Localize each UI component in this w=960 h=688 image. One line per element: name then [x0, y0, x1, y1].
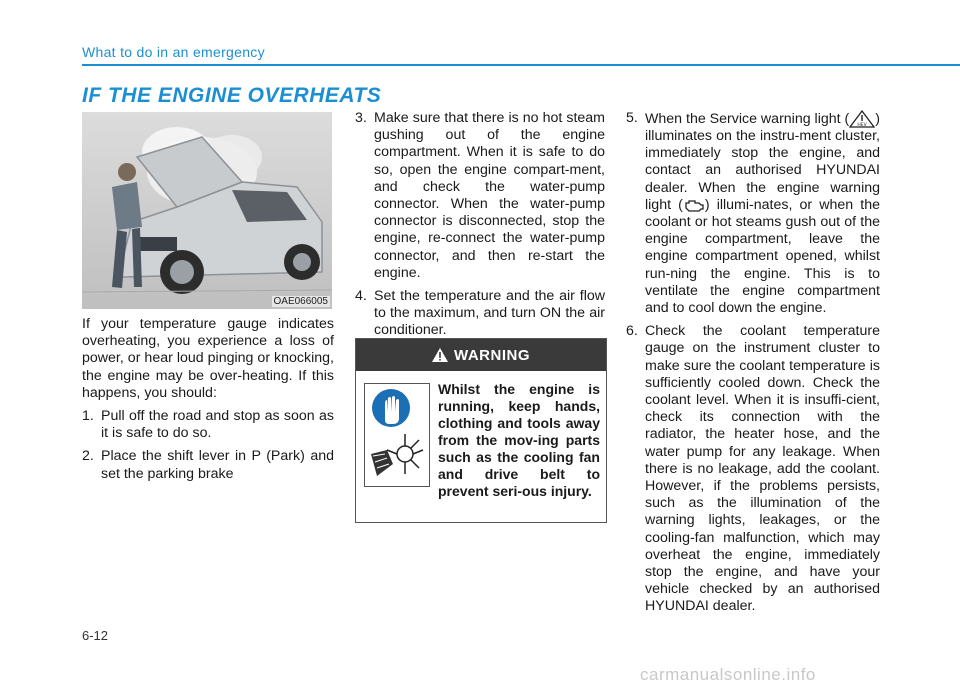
list-item: 5. When the Service warning light ( HEV ) illuminates on the instru-ment cluster, immediately stop the engine, and contact an authorised HYUNDAI dealer. When the engine warning light ( ) illumi-nates, or when the coolant or hot steams gush out of the engine compartment, leave the engine compartment opened, whilst run-ning the engine. This is to ventilate the engine compartment and to cool down the engine.: [626, 110, 880, 317]
warning-box: [355, 338, 607, 523]
page-number: 6-12: [82, 628, 109, 643]
column-2: [355, 110, 605, 346]
warning-pictogram: [364, 383, 430, 487]
service-icon-label: HEV: [857, 123, 867, 128]
list-item: 2. Place the shift lever in P (Park) and set the parking brake: [82, 448, 334, 482]
list-item: 1. Pull off the road and stop as soon as it is safe to do so.: [82, 408, 334, 442]
car-illustration: [82, 112, 332, 309]
column-3: [626, 110, 880, 622]
column-1: [82, 316, 334, 489]
section-header: What to do in an emergency: [82, 44, 265, 60]
photo-caption: OAE066005: [273, 296, 328, 307]
list-item: 3. Make sure that there is no hot steam gushing out of the engine compartment. When it is safe to do so, open the engine compart-ment, and check the water-pump connector. When the water-pump connector is disconnected, stop the engine, re-connect the water-pump connector, and then re-start the engine.: [355, 110, 605, 281]
engine-warning-icon: [683, 198, 705, 212]
warning-header: [356, 339, 606, 371]
engine-overheat-illustration: [82, 112, 332, 309]
service-warning-icon: [849, 110, 875, 128]
page-title: IF THE ENGINE OVERHEATS: [82, 84, 382, 107]
intro-paragraph: If your temperature gauge indicates overheating, you experience a loss of power, or hear loud pinging or knocking, the engine may be over-heating. If this happens, you should:: [82, 316, 334, 401]
warning-text: Whilst the engine is running, keep hands, clothing and tools away from the mov-ing parts such as the cooling fan and drive belt to prevent seri-ous injury.: [438, 381, 600, 499]
warning-heading: WARNING: [454, 346, 530, 364]
list-item: 4. Set the temperature and the air flow to the maximum, and turn ON the air conditioner.: [355, 288, 605, 339]
stop-hand-fan-icon: [365, 384, 429, 486]
list-item: 6. Check the coolant temperature gauge on the instrument cluster to make sure the coolant temperature is sufficiently cooled down. Check the coolant level. When it is insuffi-cient, check its connection with the radiator, the heater hose, and the water pump for any leakage. When there is no leakage, add the coolant. However, if the problems persists, such as the illumination of the warning lights, leakages, or the cooling-fan malfunction, which may overheat the engine, immediately stop the engine, and have your vehicle checked by an authorised HYUNDAI dealer.: [626, 323, 880, 615]
header-rule: [82, 64, 960, 66]
watermark: carmanualsonline.info: [640, 665, 816, 684]
warning-triangle-icon: [432, 348, 448, 362]
